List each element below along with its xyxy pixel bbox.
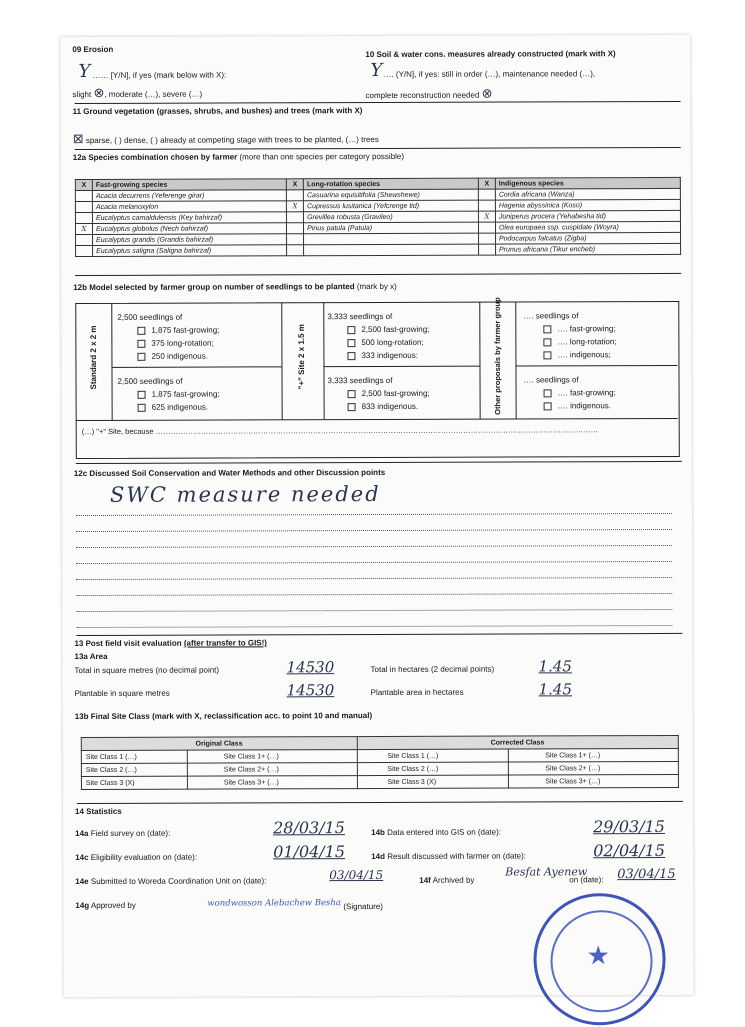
site-class-row xyxy=(81,774,678,789)
submitted-row: 14e Submitted to Woreda Coordination Unit on (date): xyxy=(75,876,267,887)
gis-entry-date: 29/03/15 xyxy=(593,816,665,837)
section-13b-title: 13b Final Site Class (mark with X, reclassification acc. to point 10 and manual) xyxy=(74,711,373,722)
eligibility-date: 01/04/15 xyxy=(273,842,346,862)
plantable-sqm-label: Plantable in square metres xyxy=(74,688,170,699)
field-survey-date: 28/03/15 xyxy=(273,818,345,838)
section-14-title: 14 Statistics xyxy=(75,806,122,817)
species-name: Eucalyptus grandis (Grandis bahirzaf) xyxy=(96,236,214,244)
standard-option-a xyxy=(117,311,219,363)
standard-option-b xyxy=(118,375,220,414)
checkbox[interactable] xyxy=(347,352,355,360)
checkbox[interactable] xyxy=(544,402,552,410)
divider xyxy=(75,101,681,104)
species-name: Juniperus procera (Yehabesha tid) xyxy=(498,212,606,221)
writing-line xyxy=(76,609,672,612)
writing-line xyxy=(76,577,672,580)
species-name: Podocarpus falcatus (Zigba) xyxy=(498,234,587,243)
species-name: Hagenia abyssinica (Koso) xyxy=(498,201,583,210)
species-name: Pinus patula (Patula) xyxy=(307,224,373,232)
writing-line xyxy=(76,529,672,532)
species-mark: X xyxy=(75,223,92,234)
checkbox[interactable] xyxy=(347,326,355,334)
species-table xyxy=(75,177,681,257)
site-class-cell[interactable]: Site Class 1+ (…) xyxy=(187,750,357,764)
species-name: Olea europaea ssp. cuspidate (Woyra) xyxy=(498,223,619,232)
section-12a-title: 12a Species combination chosen by farmer (more than one species per category possible) xyxy=(72,151,405,163)
vegetation-line: ⊠ sparse, ( ) dense, ( ) already at competing stage with trees to be planted, (…) trees xyxy=(72,131,379,147)
site-class-cell[interactable]: Site Class 3+ (…) xyxy=(187,776,357,790)
option-item: 1,875 fast-growing; xyxy=(151,389,220,399)
official-stamp xyxy=(533,893,665,1025)
option-heading: …. seedlings of xyxy=(523,311,579,321)
checkbox[interactable] xyxy=(544,389,552,397)
erosion-line2: slight ⊗, moderate (…), severe (…) xyxy=(72,84,203,100)
species-name: Cordia africana (Wanza) xyxy=(498,190,575,199)
site-class-cell[interactable]: Site Class 3 (X) xyxy=(81,776,187,789)
section-09-title: 09 Erosion xyxy=(72,44,114,55)
species-name: Prunus africana (Tikur encheb) xyxy=(498,245,596,254)
other-option-b xyxy=(524,373,616,412)
x-header: X xyxy=(75,179,92,190)
header-indigenous: Indigenous species xyxy=(495,177,680,189)
site-class-table xyxy=(81,735,679,790)
gis-entry-row: 14b Data entered into GIS on (date): xyxy=(371,827,501,838)
species-mark xyxy=(286,190,303,201)
species-mark xyxy=(75,212,92,223)
option-heading: 2,500 seedlings of xyxy=(117,376,183,386)
swc-value: Y xyxy=(370,59,383,82)
option-item: 375 long-rotation; xyxy=(151,338,214,348)
checkbox[interactable] xyxy=(137,340,145,348)
section-12b-title: 12b Model selected by farmer group on number of seedlings to be planted (mark by x) xyxy=(73,281,397,293)
species-mark xyxy=(287,245,304,256)
field-survey-row: 14a Field survey on (date): xyxy=(75,828,171,839)
species-name: Acacia decurrens (Yeferenge girar) xyxy=(95,192,205,200)
species-mark xyxy=(478,244,495,255)
total-sqm-value: 14530 xyxy=(286,658,335,677)
species-mark xyxy=(478,200,495,211)
checkbox[interactable] xyxy=(137,327,145,335)
checkbox[interactable] xyxy=(138,404,146,412)
option-item: …. fast-growing; xyxy=(557,388,616,398)
option-heading: 2,500 seedlings of xyxy=(117,312,183,322)
site-class-cell[interactable]: Site Class 1 (…) xyxy=(81,750,187,763)
site-class-cell[interactable]: Site Class 2 (…) xyxy=(81,763,187,776)
option-item: 833 indigenous. xyxy=(361,401,419,412)
divider xyxy=(76,461,682,464)
other-proposals-label: Other proposals by farmer group xyxy=(492,297,503,415)
checkbox[interactable] xyxy=(347,339,355,347)
total-sqm-label: Total in square metres (no decimal point) xyxy=(74,665,220,676)
approver-name: wondwosson Alebachew Besha xyxy=(207,898,341,909)
option-heading: …. seedlings of xyxy=(523,375,579,385)
site-class-cell[interactable]: Site Class 1+ (…) xyxy=(509,748,679,762)
species-row xyxy=(76,243,681,256)
eligibility-row: 14c Eligibility evaluation on (date): xyxy=(75,852,198,863)
divider xyxy=(77,801,683,804)
option-item: 333 indigenous: xyxy=(361,350,418,361)
site-class-cell[interactable]: Site Class 1 (…) xyxy=(357,749,509,763)
checkbox[interactable] xyxy=(543,351,551,359)
species-mark xyxy=(287,223,304,234)
archived-on-label: on (date): xyxy=(569,875,604,885)
species-name: Eucalyptus camaldulensis (Key bahirzaf) xyxy=(95,214,223,222)
plus-option-b xyxy=(328,374,430,413)
species-mark xyxy=(478,189,495,200)
header-long-rotation: Long-rotation species xyxy=(303,178,478,190)
option-item: …. indigenous; xyxy=(557,350,611,360)
archived-date: 03/04/15 xyxy=(617,866,676,883)
checkbox[interactable] xyxy=(348,403,356,411)
plus-site-because: (…) "+" Site, because …………………………………………………………………………………………………………………………………………………………… xyxy=(81,425,599,437)
plus-site-label: "+" Site 2 x 1.5 m xyxy=(296,324,307,390)
section-11-title: 11 Ground vegetation (grasses, shrubs, and bushes) and trees (mark with X) xyxy=(72,106,363,117)
species-mark xyxy=(75,201,92,212)
approved-row: 14g Approved by xyxy=(75,900,136,911)
writing-line xyxy=(76,545,672,548)
x-mark-icon: ⊗ xyxy=(93,84,105,100)
plus-option-a xyxy=(327,310,429,362)
swc-line2: complete reconstruction needed ⊗ xyxy=(365,85,493,101)
option-item: …. long-rotation; xyxy=(557,337,617,347)
discussed-date: 02/04/15 xyxy=(593,840,666,861)
option-item: 250 indigenous. xyxy=(151,351,208,361)
species-mark xyxy=(287,234,304,245)
submitted-date: 03/04/15 xyxy=(329,867,384,883)
signature-label: (Signature) xyxy=(343,901,383,912)
option-heading: 3,333 seedlings of xyxy=(327,311,393,322)
site-class-cell[interactable]: Site Class 2+ (…) xyxy=(187,763,357,777)
plantable-ha-label: Plantable area in hectares xyxy=(370,687,464,698)
option-item: 1,875 fast-growing; xyxy=(151,325,220,335)
species-name: Eucalyptus globolus (Nech bahirzaf) xyxy=(95,225,209,233)
writing-line xyxy=(76,513,672,516)
species-name: Acacia melanoxylon xyxy=(95,203,159,211)
species-mark xyxy=(76,234,93,245)
checkbox[interactable] xyxy=(543,325,551,333)
species-mark xyxy=(478,222,495,233)
archived-by-name: Besfat Ayenew xyxy=(505,865,588,879)
divider xyxy=(75,147,681,150)
form-page xyxy=(60,35,693,997)
writing-line xyxy=(76,593,672,596)
plantable-sqm-value: 14530 xyxy=(286,681,335,700)
species-name: Cupressus lusitanica (Yefcrenge tid) xyxy=(307,202,420,210)
species-name: Casuarina equisitifolia (Shewshewe) xyxy=(306,191,420,199)
species-mark: X xyxy=(478,211,495,222)
section-13-title: 13 Post field visit evaluation (after transfer to GIS!) xyxy=(74,638,267,649)
species-mark xyxy=(75,190,92,201)
option-item: 2,500 fast-growing; xyxy=(361,324,430,335)
site-class-cell[interactable]: Site Class 2 (…) xyxy=(357,762,509,776)
species-mark xyxy=(478,233,495,244)
option-item: 500 long-rotation; xyxy=(361,337,424,348)
discussion-handwritten: SWC measure needed xyxy=(109,481,381,507)
total-ha-label: Total in hectares (2 decimal points) xyxy=(370,664,495,675)
section-12c-title: 12c Discussed Soil Conservation and Water Methods and other Discussion points xyxy=(73,467,386,479)
checkbox[interactable] xyxy=(348,390,356,398)
option-item: 625 indigenous. xyxy=(151,402,209,412)
plantable-ha-value: 1.45 xyxy=(538,680,573,699)
checkbox[interactable] xyxy=(138,391,146,399)
checkbox[interactable] xyxy=(137,353,145,361)
original-class-header: Original Class xyxy=(81,737,357,751)
site-class-cell[interactable]: Site Class 2+ (…) xyxy=(509,761,679,775)
x-mark-icon: ⊠ xyxy=(72,131,84,147)
species-mark xyxy=(76,245,93,256)
option-item: 2,500 fast-growing; xyxy=(361,388,430,399)
discussed-row: 14d Result discussed with farmer on (date): xyxy=(371,851,526,862)
writing-line xyxy=(76,625,672,628)
star-icon: ★ xyxy=(586,940,610,971)
option-item: …. indigenous. xyxy=(557,401,612,411)
site-class-cell[interactable]: Site Class 3+ (…) xyxy=(509,774,679,788)
species-name: Eucalyptus saligna (Saligna bahirzaf) xyxy=(96,247,212,255)
species-mark xyxy=(287,212,304,223)
divider xyxy=(76,633,682,636)
species-name: Grevillea robusta (Gravileo) xyxy=(307,213,393,221)
swc-line1: …. (Y/N], if yes: still in order (…), maintenance needed (…), xyxy=(383,69,596,79)
x-header: X xyxy=(478,178,495,189)
corrected-class-header: Corrected Class xyxy=(357,735,679,749)
option-heading: 3,333 seedlings of xyxy=(327,375,393,386)
divider xyxy=(75,273,681,276)
erosion-value: Y xyxy=(78,60,91,83)
checkbox[interactable] xyxy=(543,338,551,346)
header-fast-growing: Fast-growing species xyxy=(92,179,286,191)
section-13a-title: 13a Area xyxy=(74,651,108,662)
x-mark-icon: ⊗ xyxy=(481,85,493,101)
other-option-a xyxy=(523,309,616,361)
archived-row: 14f Archived by xyxy=(419,875,475,885)
x-header: X xyxy=(286,179,303,190)
site-class-cell[interactable]: Site Class 3 (X) xyxy=(357,775,509,789)
species-mark: X xyxy=(287,201,304,212)
option-item: …. fast-growing; xyxy=(557,324,616,334)
writing-line xyxy=(76,561,672,564)
standard-label: Standard 2 x 2 m xyxy=(88,325,99,390)
erosion-line1: …… [Y/N], if yes (mark below with X): xyxy=(92,70,227,80)
section-10-title: 10 Soil & water cons. measures already constructed (mark with X) xyxy=(365,49,616,60)
total-ha-value: 1.45 xyxy=(538,657,572,676)
